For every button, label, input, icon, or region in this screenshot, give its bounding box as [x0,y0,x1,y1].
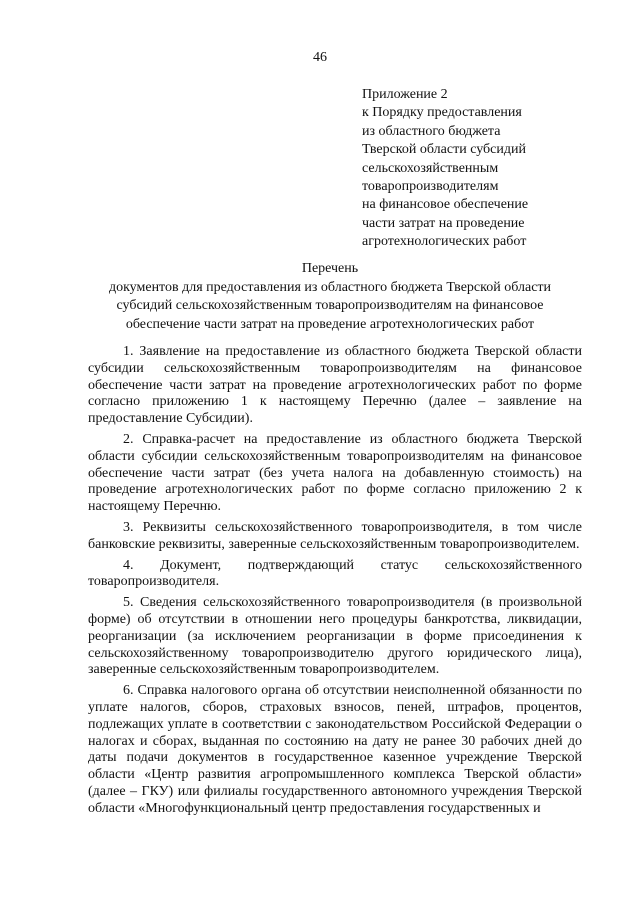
title-line: документов для предоставления из областного бюджета Тверской области [108,279,552,295]
appendix-line: Приложение 2 [362,87,448,102]
item-number: 5. [123,595,134,611]
item-number: 3. [123,519,134,535]
list-item [88,344,582,428]
item-number: 4. [123,557,134,573]
list-item [88,683,582,817]
appendix-line: к Порядку предоставления [362,105,522,121]
document-title [80,260,580,334]
item-number: 1. [123,344,134,359]
appendix-line: товаропроизводителям [362,179,499,195]
title-line: обеспечение части затрат на проведение агротехнологических работ [125,316,535,332]
item-text: Справка налогового органа об отсутствии неисполненной обязанности по уплате налогов, сборов, страховых взносов, пеней, штрафов, процентов, подлежащих уплате в соответствии с законодательством Российской Федерации о налогах и сборах, выданная по состоянию на дату не ранее 30 рабочих дней до даты подачи документов в государственное казенное учреждение Тверской области «Центр развития агропромышленного комплекса Тверской области» (далее – ГКУ) или филиалы государственного автономного учреждения Тверской области «Многофункциональный центр предоставления государственных и [88,683,582,816]
appendix-line: части затрат на проведение [362,215,525,231]
appendix-line: сельскохозяйственным [362,160,499,176]
list-item [88,558,582,592]
appendix-header [362,86,602,252]
list-item [88,595,582,679]
appendix-line: на финансовое обеспечение [362,197,529,213]
list-item [88,520,582,554]
document-list [88,344,582,822]
title-line: субсидий сельскохозяйственным товаропроизводителям на финансовое [116,298,544,314]
item-text: Сведения сельскохозяйственного товаропроизводителя (в произвольной форме) об отсутствии в отношении него процедуры банкротства, ликвидации, реорганизации (за исключением реорганизации в форме присоединения к сельскохозяйственному товаропроизводителю другого юридического лица), заверенные сельскохозяйственным товаропроизводителем. [88,595,582,678]
list-item [88,432,582,516]
appendix-line: агротехнологических работ [362,234,527,250]
appendix-line: Тверской области субсидий [362,142,526,158]
item-text: Реквизиты сельскохозяйственного товаропроизводителя, в том числе банковские реквизиты, заверенные сельскохозяйственным товаропроизводителем. [88,519,583,552]
appendix-line: из областного бюджета [362,123,501,139]
item-text: Справка-расчет на предоставление из областного бюджета Тверской области субсидии сельскохозяйственным товаропроизводителям на финансовое обеспечение части затрат (без учета налога на добавленную стоимость) на проведение агротехнологических работ по форме согласно приложению 2 к настоящему Перечню. [88,431,582,515]
item-text: Документ, подтверждающий статус сельскохозяйственного товаропроизводителя. [88,557,583,590]
item-number: 6. [123,683,134,699]
item-text: Заявление на предоставление из областного бюджета Тверской области субсидии сельскохозяйственным товаропроизводителям на финансовое обеспечение части затрат на проведение агротехнологических работ по форме согласно приложению 1 к настоящему Перечню (далее – заявление на предоставление Субсидии). [88,344,583,427]
title-heading: Перечень [301,261,359,276]
page-number: 46 [313,50,327,65]
item-number: 2. [123,431,134,447]
